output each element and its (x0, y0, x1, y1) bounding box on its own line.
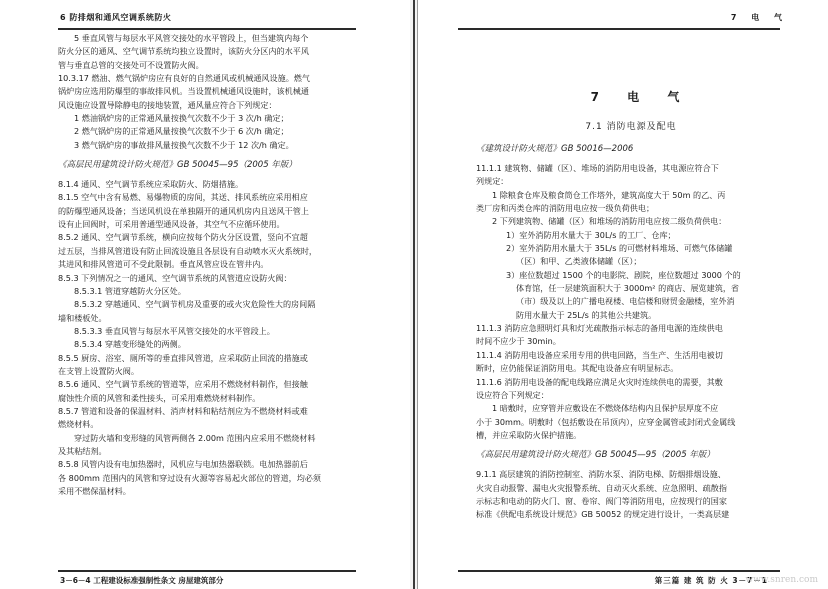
text-line: 1 暗敷时，应穿管并应敷设在不燃烧体结构内且保护层厚度不应 (492, 403, 719, 414)
text-line: 采用不燃保温材料。 (58, 486, 131, 496)
text-line: 小于 30mm。明敷时（包括敷设在吊顶内），应穿金属管或封闭式金属线 (476, 416, 736, 427)
text-line: 腐蚀性介质的风管和柔性接头，可采用难燃烧材料制作。 (58, 392, 261, 403)
text-line: 防用水量大于 25L/s 的其他公共建筑。 (516, 309, 657, 320)
text-line: 11.1.4 消防用电设备应采用专用的供电回路，当生产、生活用电被切 (476, 349, 723, 360)
text-line: 1 燃油锅炉房的正常通风量按换气次数不少于 3 次/h 确定； (74, 113, 289, 124)
page-footer: 第三篇 建 筑 防 火 3－7－1 (654, 576, 768, 585)
gutter-rule (413, 0, 415, 589)
section-title: 7.1 消防电源及配电 (585, 122, 677, 132)
text-line: 及其粘结剂。 (58, 445, 107, 456)
text-line: 槽，并应采取防火保护措施。 (476, 429, 582, 440)
text-line: 风设施应设置导除静电的接地装置，通风量应符合下列规定： (58, 99, 277, 110)
text-line: 示标志和电动的防火门、窗、卷帘、阀门等消防用电，应按现行的国家 (476, 495, 727, 506)
text-line: 火灾自动报警、漏电火灾报警系统、自动灭火系统、应急照明、疏散指 (476, 482, 727, 493)
text-line: 8.5.3.3 垂直风管与每层水平风管交接处的水平管段上。 (74, 325, 275, 336)
footer-rule (58, 570, 356, 572)
text-line: 燃烧材料。 (58, 419, 99, 430)
text-line: 1）室外消防用水量大于 30L/s 的工厂、仓库； (506, 229, 676, 240)
source-citation: 《高层民用建筑设计防火规范》GB 50045—95（2005 年版） (58, 160, 297, 171)
text-line: 8.5.5 厨房、浴室、厕所等的垂直排风管道，应采取防止回流的措施或 (58, 352, 308, 363)
text-line: 8.5.3.2 穿越通风、空气调节机房及重要的或火灾危险性大的房间隔 (74, 299, 316, 310)
text-line: 8.5.2 通风、空气调节系统，横向应按每个防火分区设置，竖向不宜超 (58, 232, 308, 243)
text-line: 设有止回阀时，可采用普通型通风设备，其空气不应循环使用。 (58, 219, 285, 230)
text-line: （市）级及以上的广播电视楼、电信楼和财贸金融楼，室外消 (516, 296, 735, 307)
text-line: 其进风和排风管道可不受此限制。垂直风管应设在管井内。 (58, 259, 269, 270)
source-citation: 《建筑设计防火规范》GB 50016—2006 (476, 144, 634, 154)
text-line: 防火分区的通风、空气调节系统均独立设置时，该防火分区内的水平风 (58, 46, 309, 57)
text-line: （区）和甲、乙类液体储罐（区）； (516, 256, 642, 267)
right-page-lines (476, 140, 766, 522)
text-line: 11.1.3 消防应急照明灯具和灯光疏散指示标志的备用电源的连续供电 (476, 323, 723, 334)
text-line: 设应符合下列规定： (476, 389, 549, 400)
running-head: 7 电 气 (730, 13, 788, 22)
text-line: 标准《供配电系统设计规范》GB 50052 的规定进行设计，一类高层建 (476, 509, 730, 520)
text-line: 断时，应仍能保证消防用电。其配电设备应有明显标志。 (476, 363, 679, 374)
text-line: 列规定： (476, 176, 509, 187)
text-line: 过五层，当排风管道设有防止回流设施且各层设有自动喷水灭火系统时， (58, 245, 318, 256)
text-line: 2）室外消防用水量大于 35L/s 的可燃材料堆场、可燃气体储罐 (506, 243, 733, 254)
source-citation: 《高层民用建筑设计防火规范》GB 50045—95（2005 年版） (476, 450, 715, 461)
text-line: 2 燃气锅炉房的正常通风量按换气次数不少于 6 次/h 确定； (74, 126, 289, 137)
text-line: 9.1.1 高层建筑的消防控制室、消防水泵、消防电梯、防烟排烟设施、 (476, 469, 726, 480)
text-line: 8.5.3.4 穿越变形缝处的两侧。 (74, 339, 186, 350)
left-page-body (58, 32, 356, 498)
text-line: 的防爆型通风设备；当送风机设在单独隔开的通风机房内且送风干管上 (58, 205, 309, 216)
text-line: 穿过防火墙和变形缝的风管两侧各 2.00m 范围内应采用不燃烧材料 (74, 432, 316, 443)
text-line: 8.5.6 通风、空气调节系统的管道等，应采用不燃烧材料制作，但接触 (58, 379, 308, 390)
text-line: 8.5.3.1 管道穿越防火分区处。 (74, 285, 186, 296)
running-head: 6 防排烟和通风空调系统防火 (60, 13, 172, 22)
text-line: 8.5.7 管道和设备的保温材料、消声材料和粘结剂应为不燃烧材料或难 (58, 405, 308, 416)
text-line: 11.1.6 消防用电设备的配电线路应满足火灾时连续供电的需要，其敷 (476, 376, 723, 387)
header-rule (458, 28, 780, 30)
text-line: 各 800mm 范围内的风管和穿过设有火源等容易起火部位的管道，均必须 (58, 472, 321, 483)
text-line: 8.1.4 通风、空气调节系统应采取防火、防烟措施。 (58, 179, 244, 190)
text-line: 体育馆，任一层建筑面积大于 3000m² 的商店、展览建筑，省 (516, 283, 740, 294)
text-line: 11.1.1 建筑物、储罐（区）、堆场的消防用电设备，其电源应符合下 (476, 163, 719, 173)
text-line: 管与垂直总管的交接处可不设置防火阀。 (58, 59, 204, 70)
right-page (418, 0, 828, 589)
text-line: 8.1.5 空气中含有易燃、易爆物质的房间，其送、排风系统应采用相应 (58, 192, 308, 203)
text-line: 1 除粮食仓库及粮食筒仓工作塔外，建筑高度大于 50m 的乙、丙 (492, 189, 726, 200)
text-line: 类厂房和丙类仓库的消防用电应按一级负荷供电； (476, 203, 655, 214)
text-line: 墙和楼板处。 (58, 312, 107, 323)
text-line: 8.5.3 下列情况之一的通风、空气调节系统的风管道应设防火阀： (58, 272, 292, 283)
header-rule (58, 28, 356, 30)
text-line: 锅炉房应选用防爆型的事故排风机。当设置机械通风设施时，该机械通 (58, 86, 309, 97)
left-page (0, 0, 410, 589)
text-line: 10.3.17 燃油、燃气锅炉房应有良好的自然通风或机械通风设施。燃气 (58, 73, 310, 84)
text-line: 8.5.8 风管内设有电加热器时，风机应与电加热器联锁。电加热器前后 (58, 459, 308, 470)
text-line: 时间不应少于 30min。 (476, 336, 561, 347)
text-line: 2 下列建筑物、储罐（区）和堆场的消防用电应按二级负荷供电： (492, 216, 727, 227)
text-line: 3 燃气锅炉房的事故排风量按换气次数不少于 12 次/h 确定。 (74, 139, 294, 150)
footer-rule (458, 570, 780, 572)
text-line: 3）座位数超过 1500 个的电影院、剧院，座位数超过 3000 个的 (506, 269, 741, 280)
page-footer: 3－6－4 工程建设标准强制性条文 房屋建筑部分 (60, 576, 224, 585)
chapter-title: 7 电 气 (590, 90, 692, 104)
text-line: 在支管上设置防火阀。 (58, 365, 139, 376)
right-page-body (476, 80, 766, 522)
watermark: www.snren.com (745, 575, 818, 585)
text-line: 5 垂直风管与每层水平风管交接处的水平管段上，但当建筑内每个 (74, 33, 309, 43)
